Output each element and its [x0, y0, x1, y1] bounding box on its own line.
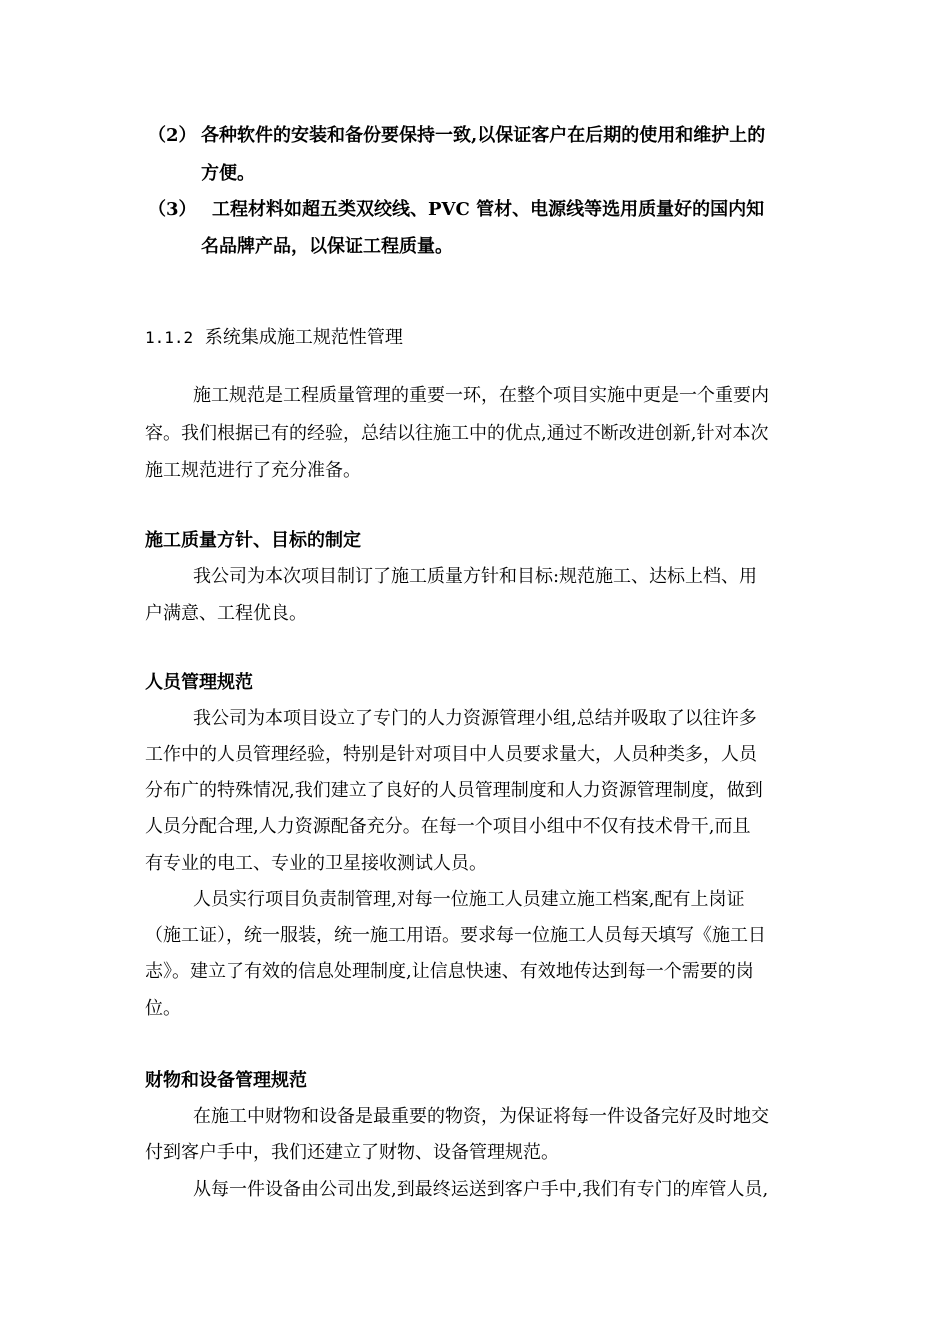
list-marker-2: （2）: [148, 125, 197, 146]
personnel-p1-line-3: 分布广的特殊情况,我们建立了良好的人员管理制度和人力资源管理制度，做到: [145, 780, 763, 801]
assets-p1-line-1: 在施工中财物和设备是最重要的物资，为保证将每一件设备完好及时地交: [193, 1106, 769, 1127]
personnel-heading: 人员管理规范: [145, 672, 253, 693]
quality-line-1: 我公司为本次项目制订了施工质量方针和目标:规范施工、达标上档、用: [193, 566, 758, 587]
quality-heading: 施工质量方针、目标的制定: [145, 530, 361, 551]
section-number: 1.1.2: [145, 328, 194, 347]
section-heading: [145, 324, 403, 352]
personnel-p1-line-1: 我公司为本项目设立了专门的人力资源管理小组,总结并吸取了以往许多: [193, 708, 757, 729]
personnel-p2-line-3: 志》。建立了有效的信息处理制度,让信息快速、有效地传达到每一个需要的岗: [145, 961, 754, 982]
intro-line-1: 施工规范是工程质量管理的重要一环，在整个项目实施中更是一个重要内: [193, 385, 769, 406]
personnel-p2-line-4: 位。: [145, 998, 181, 1019]
personnel-p1-line-4: 人员分配合理,人力资源配备充分。在每一个项目小组中不仅有技术骨干,而且: [145, 816, 751, 837]
personnel-p2-line-2: （施工证），统一服装，统一施工用语。要求每一位施工人员每天填写《施工日: [145, 925, 766, 946]
section-title: 系统集成施工规范性管理: [204, 327, 403, 348]
personnel-p1-line-5: 有专业的电工、专业的卫星接收测试人员。: [145, 853, 487, 874]
assets-heading: 财物和设备管理规范: [145, 1070, 307, 1091]
list-item-3-line-2: 名品牌产品，以保证工程质量。: [201, 236, 453, 257]
list-item-2-line-2: 方便。: [201, 163, 255, 184]
assets-p2-line-1: 从每一件设备由公司出发,到最终运送到客户手中,我们有专门的库管人员,: [193, 1179, 769, 1200]
personnel-p2-line-1: 人员实行项目负责制管理,对每一位施工人员建立施工档案,配有上岗证: [193, 889, 745, 910]
personnel-p1-line-2: 工作中的人员管理经验，特别是针对项目中人员要求量大，人员种类多，人员: [145, 744, 757, 765]
list-item-2-line-1: 各种软件的安装和备份要保持一致,以保证客户在后期的使用和维护上的: [201, 125, 766, 146]
intro-line-3: 施工规范进行了充分准备。: [145, 460, 361, 481]
list-item-3-line-1: 工程材料如超五类双绞线、PVC 管材、电源线等选用质量好的国内知: [212, 199, 765, 220]
list-marker-3: （3）: [148, 199, 197, 220]
intro-line-2: 容。我们根据已有的经验，总结以往施工中的优点,通过不断改进创新,针对本次: [145, 423, 769, 444]
quality-line-2: 户满意、工程优良。: [145, 603, 307, 624]
assets-p1-line-2: 付到客户手中，我们还建立了财物、设备管理规范。: [145, 1142, 559, 1163]
